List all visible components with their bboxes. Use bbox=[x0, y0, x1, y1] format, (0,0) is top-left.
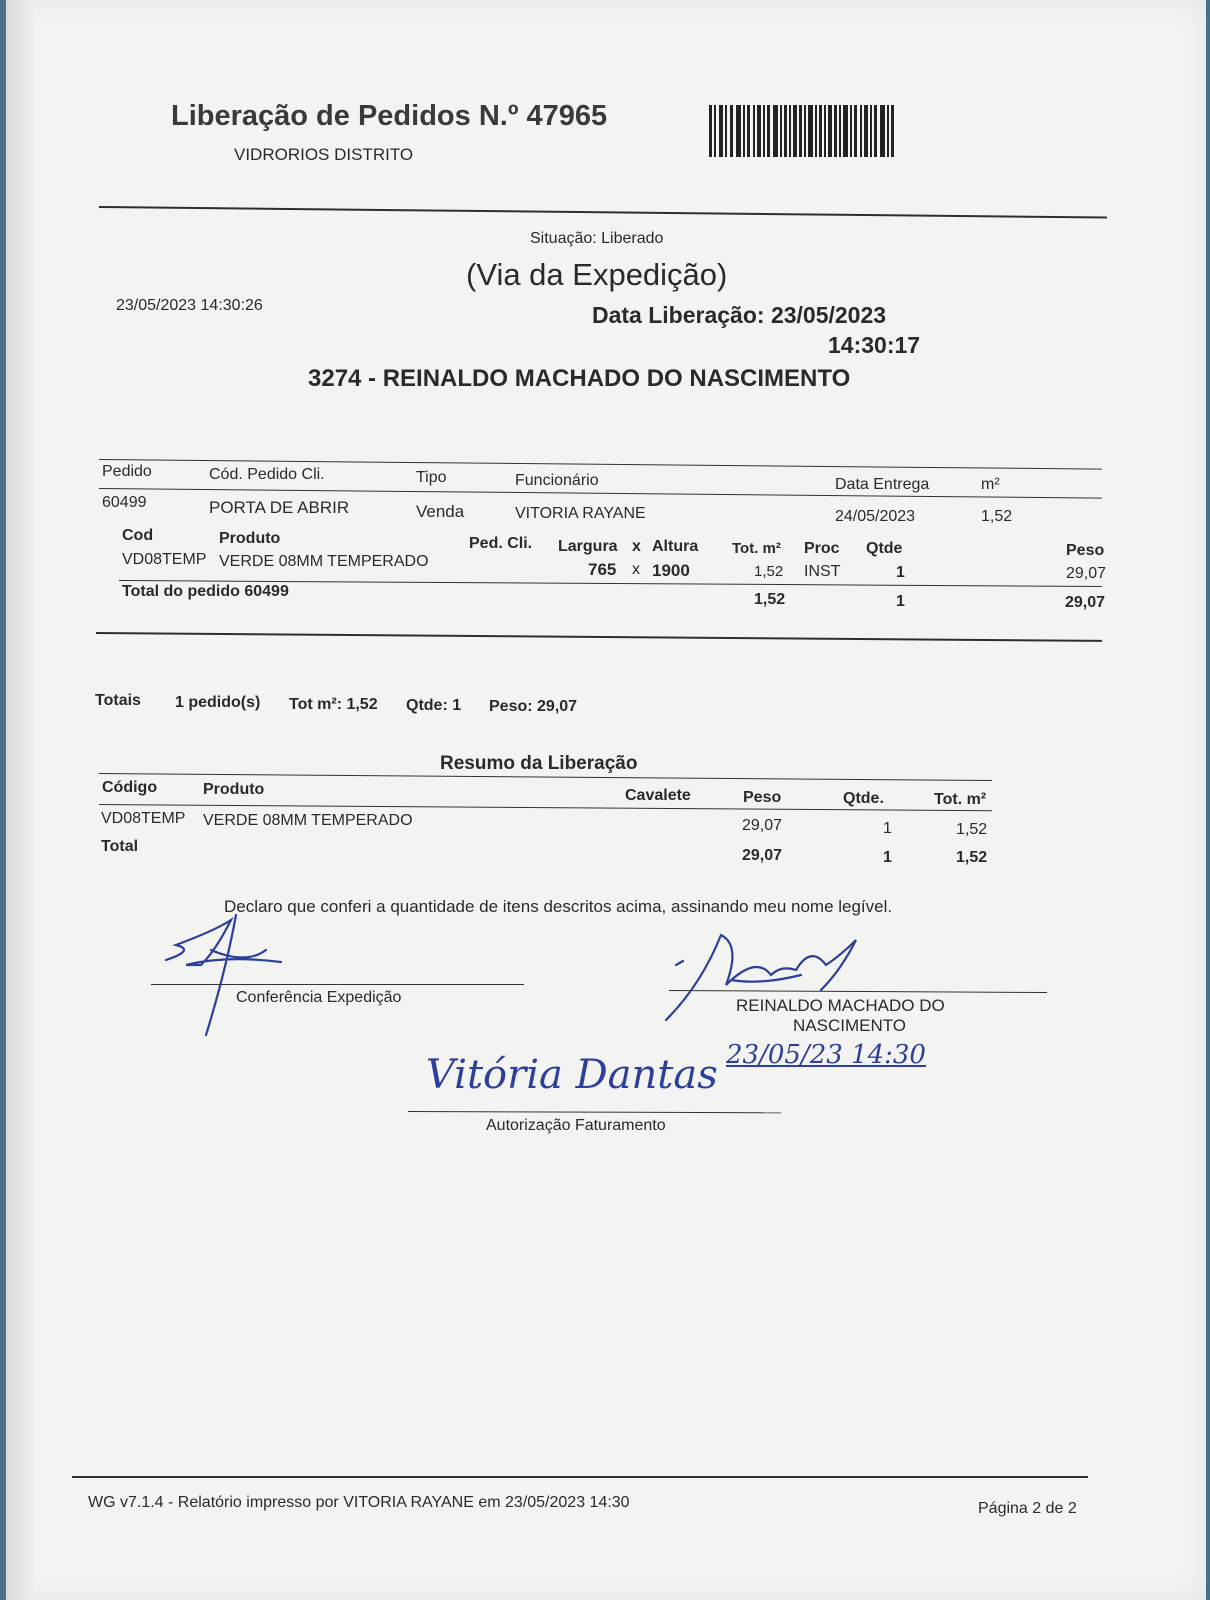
item-cod: VD08TEMP bbox=[122, 551, 207, 568]
resumo-produto: VERDE 08MM TEMPERADO bbox=[203, 812, 413, 829]
autorizacao-label: Autorização Faturamento bbox=[486, 1117, 666, 1134]
item-largura: 765 bbox=[588, 560, 617, 579]
resumo-tot-m2: 1,52 bbox=[956, 821, 988, 838]
col-funcionario-header: Funcionário bbox=[515, 472, 599, 489]
totais-label: Totais bbox=[95, 692, 141, 709]
order-pedido: 60499 bbox=[102, 494, 147, 511]
client-signature-name-2: NASCIMENTO bbox=[793, 1016, 907, 1035]
order-funcionario: VITORIA RAYANE bbox=[515, 505, 646, 522]
item-proc-header: Proc bbox=[804, 540, 840, 557]
order-m2: 1,52 bbox=[981, 508, 1013, 525]
item-peso: 29,07 bbox=[1066, 565, 1107, 582]
resumo-title: Resumo da Liberação bbox=[440, 753, 638, 774]
resumo-total-qtde: 1 bbox=[883, 849, 892, 866]
resumo-qtde: 1 bbox=[883, 820, 892, 837]
col-tipo-header: Tipo bbox=[416, 469, 447, 486]
resumo-peso: 29,07 bbox=[742, 817, 783, 834]
resumo-qtde-header: Qtde. bbox=[843, 790, 884, 807]
totais-peso: Peso: 29,07 bbox=[489, 698, 578, 715]
resumo-total-peso: 29,07 bbox=[742, 847, 783, 864]
item-peso-header: Peso bbox=[1066, 542, 1105, 559]
order-data-entrega: 24/05/2023 bbox=[835, 508, 916, 525]
paper-edge bbox=[6, 0, 34, 1600]
conferencia-signature bbox=[156, 890, 296, 1040]
footer-rule bbox=[72, 1476, 1088, 1478]
client-signature-name-1: REINALDO MACHADO DO bbox=[736, 996, 945, 1015]
resumo-codigo: VD08TEMP bbox=[101, 810, 186, 827]
col-pedido-header: Pedido bbox=[102, 463, 152, 480]
item-cod-header: Cod bbox=[122, 527, 154, 544]
resumo-tot-m2-header: Tot. m² bbox=[934, 791, 987, 808]
footer-printed-by: WG v7.1.4 - Relatório impresso por VITORIA RAYANE em 23/05/2023 14:30 bbox=[88, 1494, 630, 1511]
autorizacao-signature-line bbox=[408, 1111, 781, 1113]
col-data-entrega-header: Data Entrega bbox=[835, 476, 930, 493]
totais-qtde: Qtde: 1 bbox=[406, 697, 462, 714]
totais-pedidos: 1 pedido(s) bbox=[175, 694, 261, 711]
order-total-qtde: 1 bbox=[896, 593, 905, 610]
company-name: VIDRORIOS DISTRITO bbox=[234, 145, 414, 164]
printed-timestamp: 23/05/2023 14:30:26 bbox=[116, 297, 263, 314]
order-total-label: Total do pedido 60499 bbox=[122, 583, 289, 600]
totais-tot-m2: Tot m²: 1,52 bbox=[289, 696, 378, 713]
conferencia-label: Conferência Expedição bbox=[236, 989, 402, 1006]
footer-page-number: Página 2 de 2 bbox=[978, 1500, 1077, 1517]
via-label: (Via da Expedição) bbox=[466, 257, 728, 292]
client-name: 3274 - REINALDO MACHADO DO NASCIMENTO bbox=[308, 365, 851, 392]
order-cod-pedido-cli: PORTA DE ABRIR bbox=[209, 498, 350, 517]
item-produto-header: Produto bbox=[219, 530, 281, 547]
handwritten-datetime: 23/05/23 14:30 bbox=[726, 1040, 926, 1070]
document-title: Liberação de Pedidos N.º 47965 bbox=[171, 100, 608, 132]
item-qtde-header: Qtde bbox=[866, 540, 903, 557]
col-m2-header: m² bbox=[981, 476, 1000, 493]
order-total-m2: 1,52 bbox=[754, 591, 786, 608]
item-x-header: x bbox=[632, 538, 641, 555]
order-bottom-rule bbox=[96, 632, 1102, 642]
order-tipo: Venda bbox=[416, 502, 465, 521]
data-liberacao-time: 14:30:17 bbox=[828, 332, 921, 358]
resumo-codigo-header: Código bbox=[102, 779, 158, 796]
item-altura-header: Altura bbox=[652, 538, 699, 555]
header-divider bbox=[99, 206, 1107, 219]
resumo-produto-header: Produto bbox=[203, 781, 265, 798]
item-tot-m2: 1,52 bbox=[754, 563, 784, 580]
situacao: Situação: Liberado bbox=[530, 230, 664, 247]
order-total-peso: 29,07 bbox=[1065, 594, 1106, 611]
client-signature bbox=[661, 925, 881, 1025]
item-qtde: 1 bbox=[896, 564, 905, 581]
item-produto: VERDE 08MM TEMPERADO bbox=[219, 553, 429, 570]
document-page bbox=[6, 0, 1206, 1600]
resumo-cavalete-header: Cavalete bbox=[625, 787, 691, 804]
barcode bbox=[709, 105, 894, 157]
item-proc: INST bbox=[804, 563, 841, 580]
item-x: x bbox=[632, 561, 640, 578]
declaration-text: Declaro que conferi a quantidade de itens descritos acima, assinando meu nome legível. bbox=[224, 897, 893, 916]
resumo-total-tot-m2: 1,52 bbox=[956, 849, 988, 866]
handwritten-name: Vitória Dantas bbox=[426, 1052, 718, 1098]
item-largura-header: Largura bbox=[558, 538, 618, 555]
resumo-peso-header: Peso bbox=[743, 789, 782, 806]
item-altura: 1900 bbox=[652, 561, 690, 580]
data-liberacao: Data Liberação: 23/05/2023 bbox=[592, 302, 887, 328]
item-ped-cli-header: Ped. Cli. bbox=[469, 535, 533, 552]
item-tot-m2-header: Tot. m² bbox=[732, 540, 781, 557]
resumo-total-label: Total bbox=[101, 838, 139, 855]
col-cod-pedido-cli-header: Cód. Pedido Cli. bbox=[209, 466, 325, 483]
